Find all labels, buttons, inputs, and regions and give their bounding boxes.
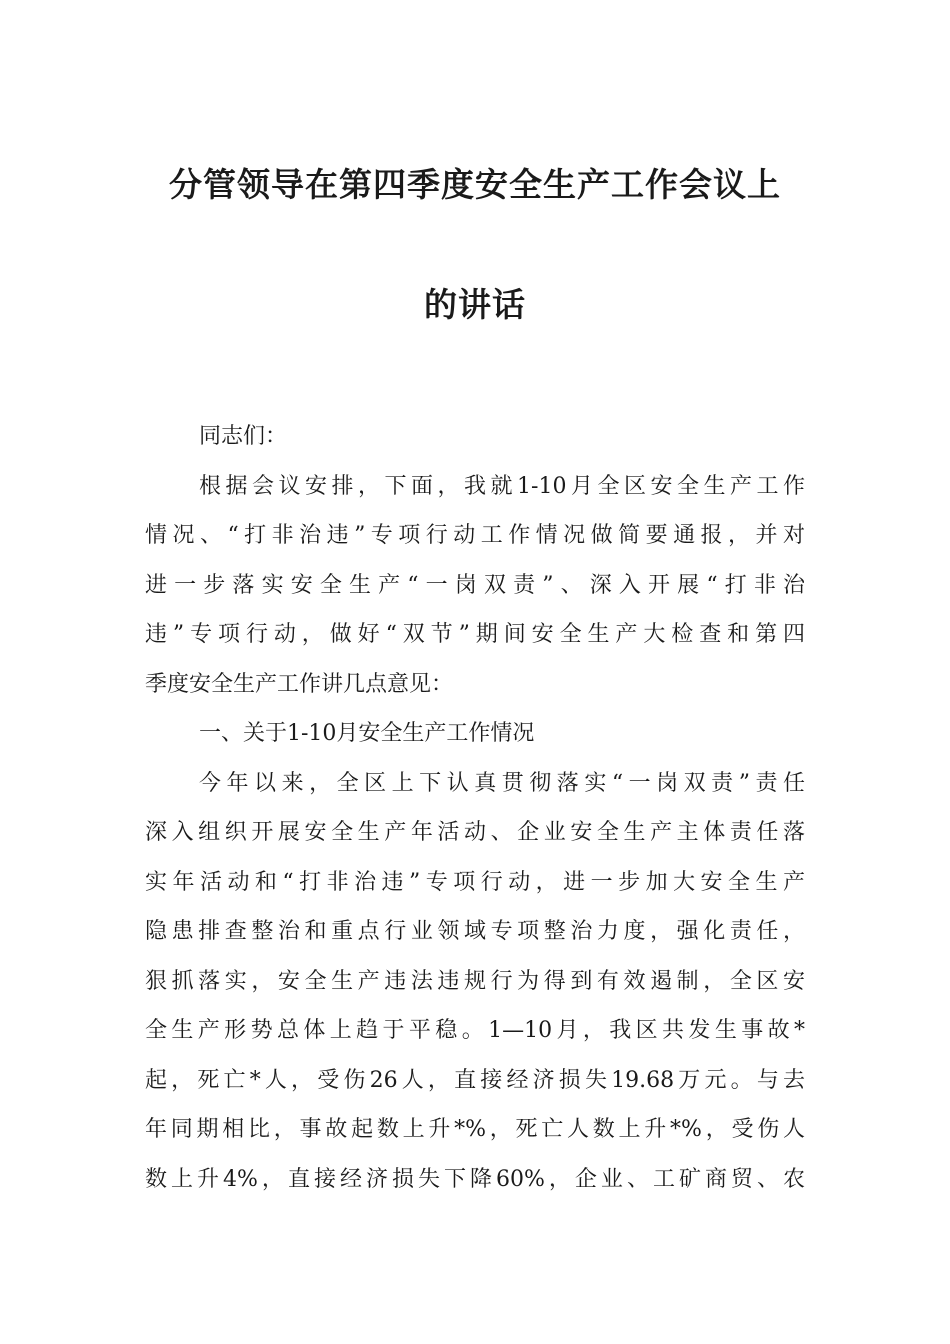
- paragraph-line: 根据会议安排，下面，我就1-10月全区安全生产工作: [199, 473, 805, 499]
- document-body: [145, 412, 805, 1204]
- paragraph-line: 违”专项行动，做好“双节”期间安全生产大检查和第四: [145, 622, 805, 647]
- paragraph-line: 起，死亡*人，受伤26人，直接经济损失19.68万元。与去: [145, 1067, 805, 1093]
- paragraph-line: 隐患排查整治和重点行业领域专项整治力度，强化责任，: [145, 919, 805, 944]
- document-title-line-2: 的讲话: [424, 285, 526, 324]
- paragraph-line: 年同期相比，事故起数上升*%，死亡人数上升*%，受伤人: [145, 1117, 805, 1142]
- section-heading: 一、关于1-10月安全生产工作情况: [199, 721, 535, 746]
- document-title-line-1: 分管领导在第四季度安全生产工作会议上: [169, 165, 781, 204]
- paragraph-line: 进一步落实安全生产“一岗双责”、深入开展“打非治: [145, 572, 805, 598]
- paragraph-line: 数上升4%，直接经济损失下降60%，企业、工矿商贸、农: [145, 1166, 805, 1192]
- paragraph-line: 季度安全生产工作讲几点意见：: [145, 671, 454, 697]
- paragraph-line: 实年活动和“打非治违”专项行动，进一步加大安全生产: [145, 869, 805, 895]
- paragraph-line: 狠抓落实，安全生产违法违规行为得到有效遏制，全区安: [145, 968, 805, 994]
- paragraph-line: 今年以来，全区上下认真贯彻落实“一岗双责”责任: [199, 770, 805, 796]
- salutation-line: 同志们：: [199, 424, 288, 449]
- paragraph-line: 情况、“打非治违”专项行动工作情况做简要通报，并对: [145, 523, 805, 548]
- paragraph-line: 深入组织开展安全生产年活动、企业安全生产主体责任落: [145, 820, 805, 845]
- paragraph-line: 全生产形势总体上趋于平稳。1—10月，我区共发生事故*: [145, 1018, 805, 1043]
